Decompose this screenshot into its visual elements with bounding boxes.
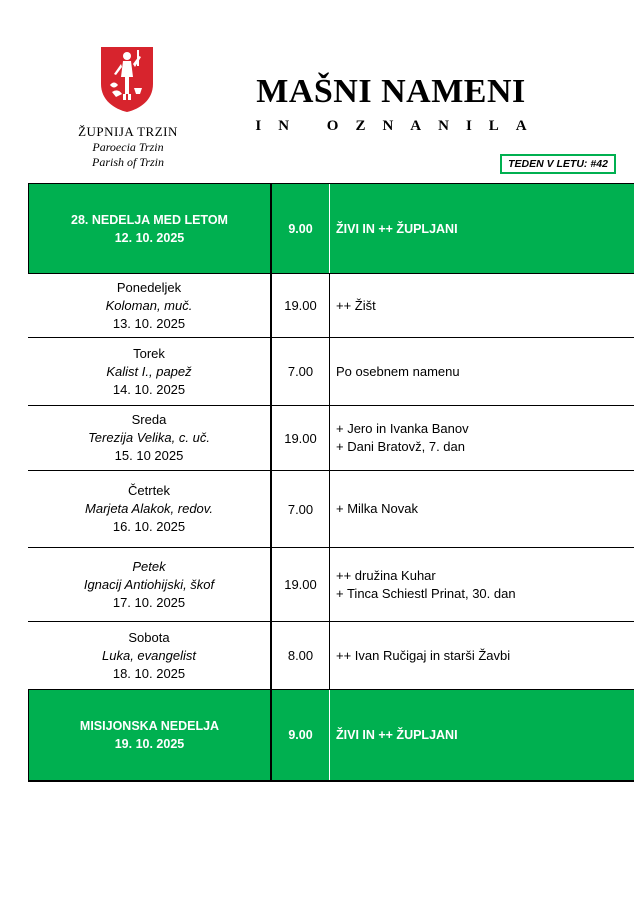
day-date: 14. 10. 2025 [112, 381, 186, 397]
parish-latin: Paroecia Trzin [92, 140, 164, 154]
mass-time: 7.00 [270, 338, 330, 405]
mass-time: 19.00 [270, 274, 330, 337]
mass-time: 8.00 [270, 622, 330, 689]
schedule-row-sunday [28, 184, 634, 274]
mass-schedule-table [28, 183, 634, 782]
intention-cell [330, 406, 634, 470]
schedule-row-wednesday [28, 406, 634, 471]
day-name: Petek [132, 558, 166, 574]
parish-block [60, 124, 196, 170]
day-name: Sreda [131, 412, 167, 427]
parish-english: Parish of Trzin [91, 155, 165, 169]
intention-cell [330, 471, 634, 547]
saint-name: Ignacij Antiohijski, škof [83, 576, 215, 592]
intention-cell [330, 184, 634, 273]
schedule-row-friday [28, 548, 634, 622]
day-name: Ponedeljek [116, 279, 182, 295]
mass-time: 19.00 [270, 548, 330, 621]
intention-line: + Jero in Ivanka Banov [336, 421, 469, 436]
mass-time: 19.00 [270, 406, 330, 470]
intention-line: Po osebnem namenu [336, 363, 460, 379]
schedule-row-tuesday [28, 338, 634, 406]
intention-line: ++ Ivan Ručigaj in starši Žavbi [336, 647, 511, 663]
day-cell [28, 274, 270, 337]
intention-line: + Tinca Schiestl Prinat, 30. dan [336, 585, 516, 601]
day-cell [28, 338, 270, 405]
saint-name: Koloman, muč. [105, 297, 193, 313]
saint-name: Luka, evangelist [102, 647, 196, 663]
day-cell [28, 406, 270, 470]
intention-cell [330, 274, 634, 337]
schedule-row-thursday [28, 471, 634, 548]
parish-name: ŽUPNIJA TRZIN [78, 124, 178, 139]
intention-line: ++ družina Kuhar [336, 567, 436, 583]
page-subtitle: IN OZNANILA [255, 118, 544, 134]
parish-crest-icon [98, 44, 156, 114]
day-name: Četrtek [128, 483, 170, 498]
mass-time: 9.00 [270, 184, 330, 273]
day-cell [28, 548, 270, 621]
intention-line: + Dani Bratovž, 7. dan [336, 439, 465, 454]
saint-name: Kalist I., papež [106, 363, 192, 379]
day-date: 18. 10. 2025 [112, 665, 186, 681]
saint-name: Marjeta Alakok, redov. [85, 501, 213, 516]
day-date: 16. 10. 2025 [112, 519, 186, 534]
intention-line: + Milka Novak [336, 501, 418, 516]
intention-line: ŽIVI IN ++ ŽUPLJANI [336, 221, 458, 236]
week-badge [500, 154, 616, 174]
day-name: MISIJONSKA NEDELJA [79, 719, 220, 733]
schedule-row-monday [28, 274, 634, 338]
day-date: 19. 10. 2025 [114, 737, 185, 751]
day-date: 15. 10 2025 [114, 448, 184, 463]
day-name: Torek [133, 345, 165, 361]
page-title: MAŠNI NAMENI [256, 73, 526, 110]
mass-time: 7.00 [270, 471, 330, 547]
day-cell [28, 471, 270, 547]
week-label: TEDEN V LETU: [508, 158, 588, 170]
week-number: #42 [590, 158, 608, 170]
day-date: 12. 10. 2025 [114, 230, 185, 245]
day-name: Sobota [128, 629, 170, 645]
day-cell [28, 622, 270, 689]
day-cell [28, 184, 270, 273]
schedule-row-saturday [28, 622, 634, 690]
day-date: 13. 10. 2025 [112, 315, 186, 331]
intention-line: ++ Žišt [336, 297, 376, 313]
intention-cell [330, 338, 634, 405]
day-name: 28. NEDELJA MED LETOM [71, 212, 228, 227]
intention-cell [330, 622, 634, 689]
day-date: 17. 10. 2025 [112, 594, 186, 610]
intention-line: ŽIVI IN ++ ŽUPLJANI [336, 728, 458, 742]
day-cell [28, 690, 270, 780]
intention-cell [330, 690, 634, 780]
mass-time: 9.00 [270, 690, 330, 780]
intention-cell [330, 548, 634, 621]
schedule-row-sunday-2 [28, 690, 634, 780]
saint-name: Terezija Velika, c. uč. [88, 430, 210, 445]
